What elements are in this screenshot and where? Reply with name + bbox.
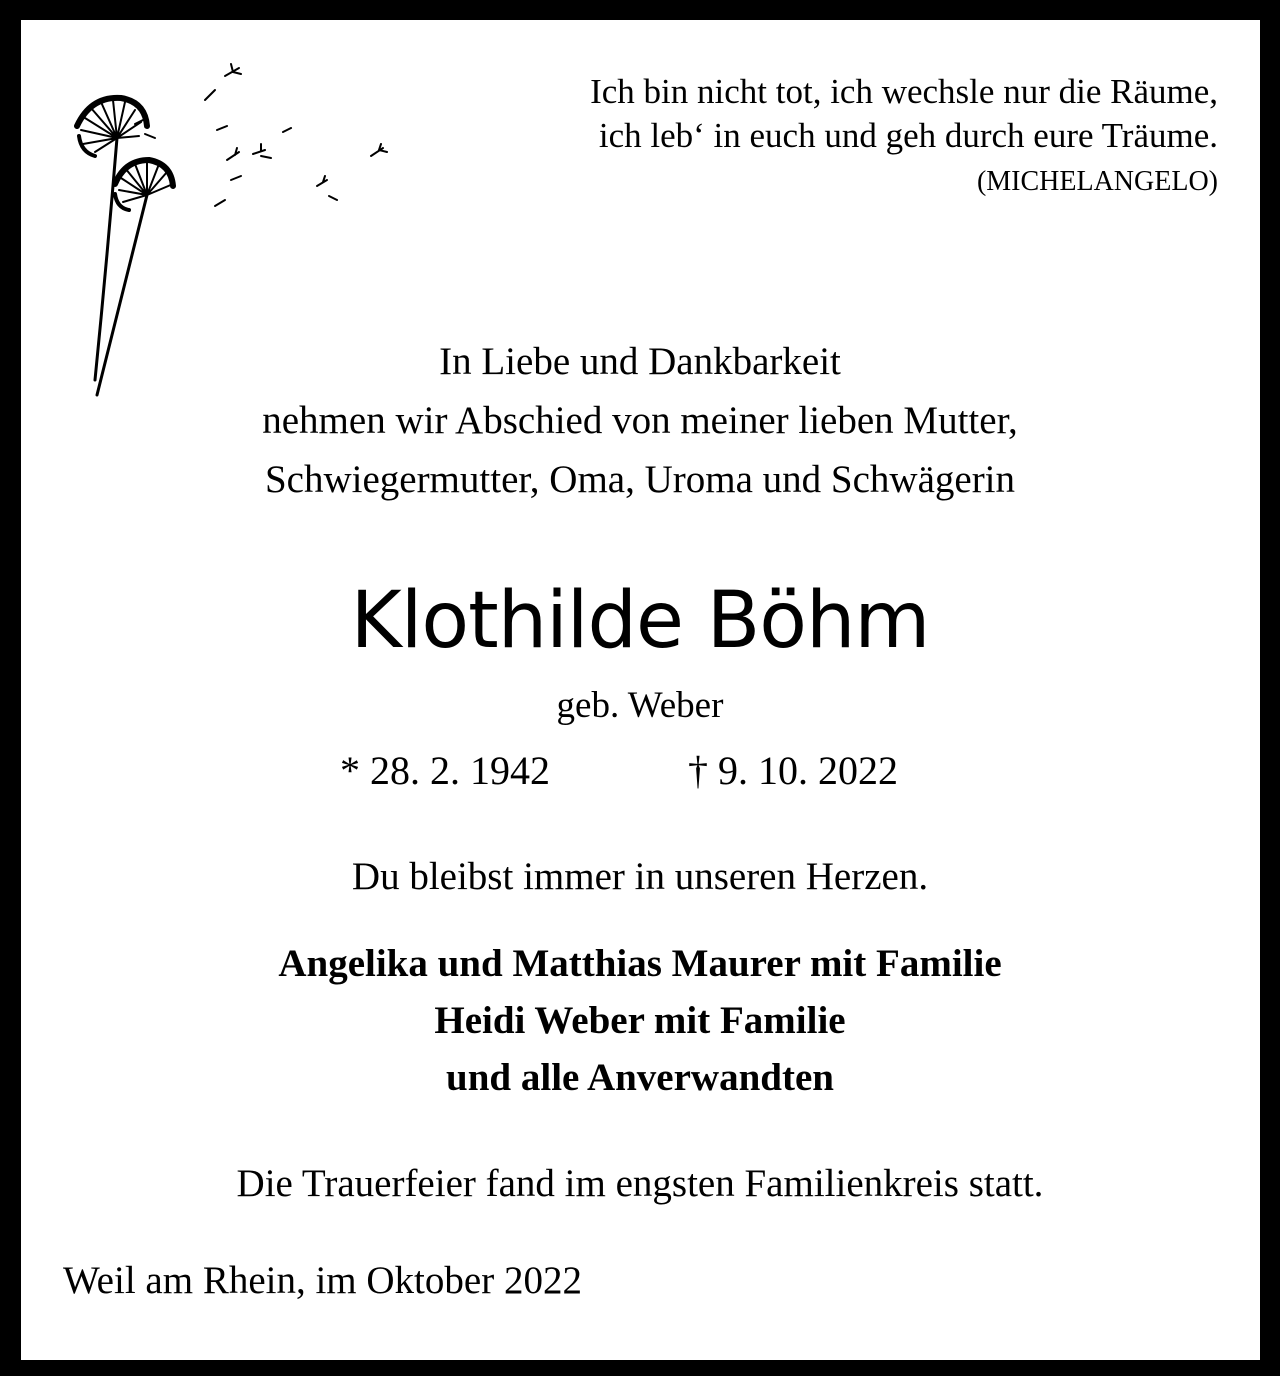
ceremony-note: Die Trauerfeier fand im engsten Familienkreis statt. (236, 1162, 1044, 1205)
quote-author: (MICHELANGELO) (976, 166, 1218, 197)
quote-line-2: ich leb‘ in euch und geh durch eure Träume. (598, 116, 1218, 155)
closing-line: Du bleibst immer in unseren Herzen. (351, 855, 929, 898)
death-date: † 9. 10. 2022 (688, 748, 898, 793)
birth-date: * 28. 2. 1942 (340, 748, 550, 793)
mourner-line-2: Heidi Weber mit Familie (434, 999, 846, 1042)
maiden-name: geb. Weber (556, 685, 724, 726)
mourner-line-3: und alle Anverwandten (446, 1056, 834, 1099)
place-date: Weil am Rhein, im Oktober 2022 (63, 1259, 582, 1302)
intro-line-2: nehmen wir Abschied von meiner lieben Mutter, (262, 399, 1018, 442)
quote-line-1: Ich bin nicht tot, ich wechsle nur die Räume, (590, 72, 1218, 111)
intro-line-3: Schwiegermutter, Oma, Uroma und Schwägerin (264, 458, 1016, 501)
intro-line-1: In Liebe und Dankbarkeit (439, 340, 841, 383)
mourner-line-1: Angelika und Matthias Maurer mit Familie (278, 942, 1002, 985)
deceased-name: Klothilde Böhm (350, 576, 930, 666)
